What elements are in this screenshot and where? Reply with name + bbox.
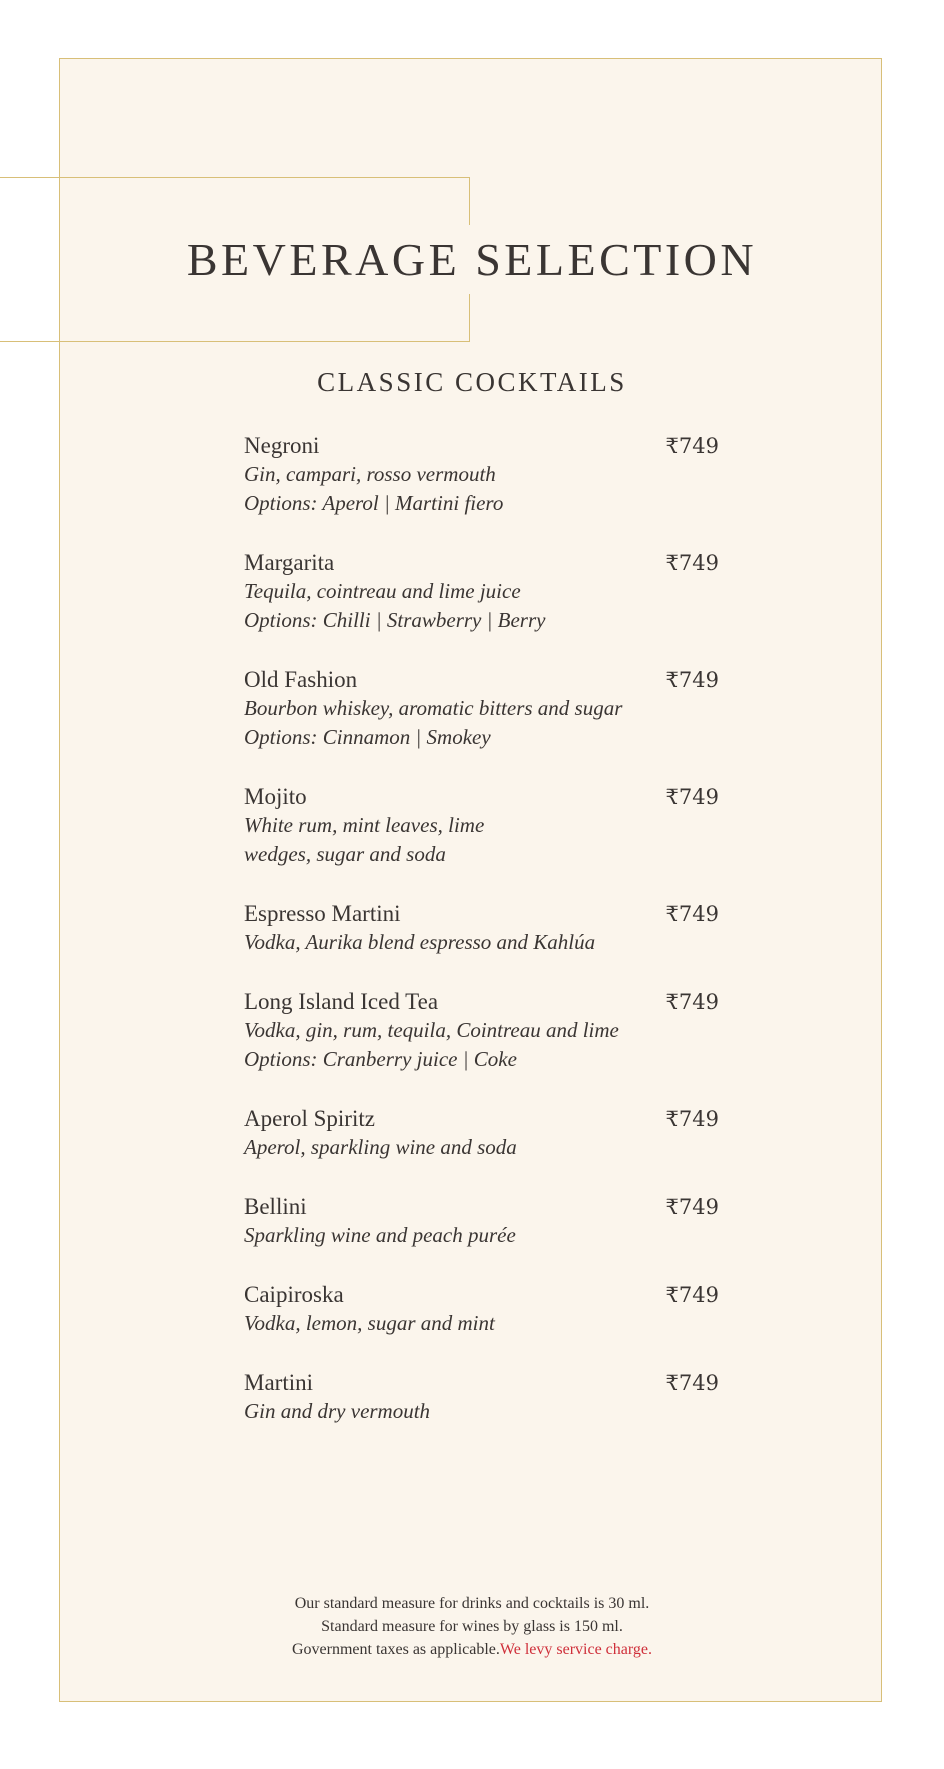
page-title: BEVERAGE SELECTION [186,234,758,285]
item-description: Gin, campari, rosso vermouth [244,462,496,486]
title-frame-top [0,177,470,225]
menu-item-caipiroska [244,1281,719,1338]
section-heading: CLASSIC COCKTAILS [317,367,627,397]
item-description: Sparkling wine and peach purée [244,1223,516,1247]
item-price: ₹749 [665,668,719,692]
menu-item-espresso-martini [244,900,719,957]
service-charge-note: We levy service charge. [499,1641,653,1658]
menu-item-negroni [244,432,719,518]
item-description: Aperol, sparkling wine and soda [244,1135,517,1159]
item-name: Martini [244,1370,313,1395]
item-name: Aperol Spiritz [244,1106,375,1131]
item-description-continued: wedges, sugar and soda [244,842,446,866]
footer-measure-drinks: Our standard measure for drinks and cocktails is 30 ml. [294,1595,650,1612]
menu-item-old-fashion [244,666,719,752]
menu-item-martini [244,1369,719,1426]
item-options: Options: Cranberry juice | Coke [244,1047,517,1071]
title-frame-bottom [0,294,470,342]
item-description: Vodka, lemon, sugar and mint [244,1311,495,1335]
item-description: White rum, mint leaves, lime [244,813,485,837]
item-price: ₹749 [665,434,719,458]
item-price: ₹749 [665,1283,719,1307]
item-price: ₹749 [665,990,719,1014]
item-price: ₹749 [665,902,719,926]
item-description: Vodka, Aurika blend espresso and Kahlúa [244,930,596,954]
menu-item-margarita [244,549,719,635]
item-price: ₹749 [665,1107,719,1131]
item-name: Bellini [244,1194,307,1219]
item-name: Caipiroska [244,1282,344,1307]
item-name: Long Island Iced Tea [244,989,439,1014]
footer-notes [0,1592,944,1661]
item-options: Options: Aperol | Martini fiero [244,491,504,515]
item-options: Options: Chilli | Strawberry | Berry [244,608,546,632]
item-options: Options: Cinnamon | Smokey [244,725,491,749]
menu-item-bellini [244,1193,719,1250]
item-name: Espresso Martini [244,901,401,926]
item-description: Vodka, gin, rum, tequila, Cointreau and lime [244,1018,619,1042]
item-description: Gin and dry vermouth [244,1399,431,1423]
item-description: Tequila, cointreau and lime juice [244,579,521,603]
item-description: Bourbon whiskey, aromatic bitters and sugar [244,696,623,720]
footer-measure-wines: Standard measure for wines by glass is 150 ml. [321,1618,623,1635]
item-price: ₹749 [665,1371,719,1395]
item-name: Old Fashion [244,667,358,692]
menu-item-aperol-spiritz [244,1105,719,1162]
footer-taxes-text: Government taxes as applicable. [291,1641,500,1658]
item-name: Mojito [244,784,307,809]
menu-item-mojito [244,783,719,869]
item-price: ₹749 [665,785,719,809]
menu-item-long-island-iced-tea [244,988,719,1074]
item-name: Negroni [244,433,320,458]
item-price: ₹749 [665,551,719,575]
item-name: Margarita [244,550,335,575]
item-price: ₹749 [665,1195,719,1219]
footer-taxes [0,1638,944,1661]
